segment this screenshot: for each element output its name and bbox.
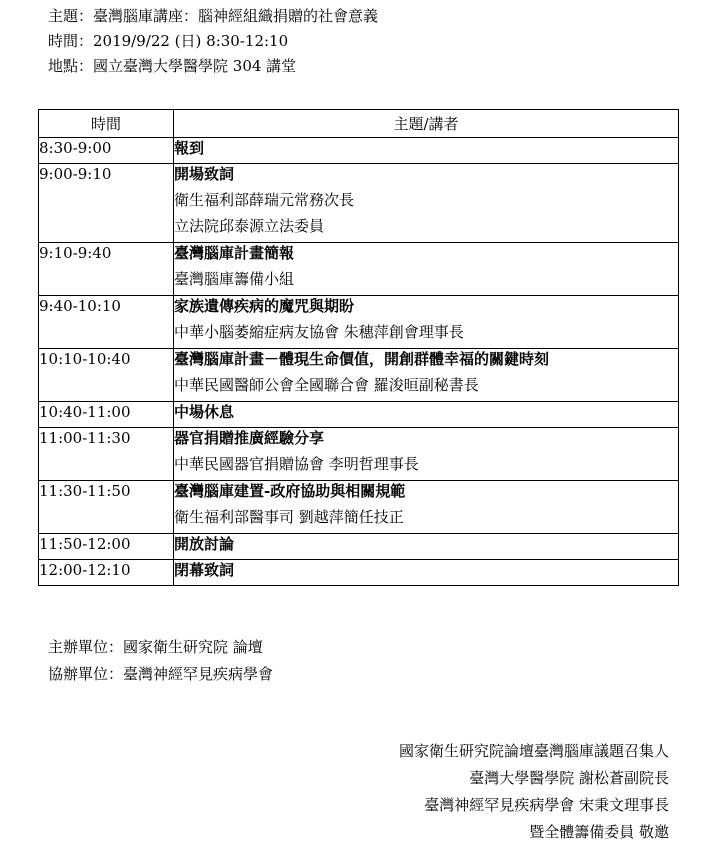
signature-line: 臺灣大學醫學院 謝松蒼副院長	[469, 769, 669, 787]
agenda-body	[39, 138, 679, 586]
organizers	[48, 634, 273, 688]
host-organizer: 主辦單位：國家衛生研究院 論壇	[48, 638, 263, 656]
agenda-row	[39, 296, 679, 349]
agenda-topic	[174, 243, 679, 296]
speaker-name: 臺灣腦庫籌備小組	[174, 270, 295, 288]
agenda-topic	[174, 296, 679, 349]
agenda-header-row	[39, 110, 679, 138]
agenda-time: 8:30-9:00	[39, 138, 174, 164]
event-time: 時間：2019/9/22 (日) 8:30-12:10	[48, 32, 289, 50]
speaker-name: 立法院邱泰源立法委員	[174, 217, 325, 235]
topic-title: 開放討論	[174, 535, 235, 553]
agenda-time: 12:00-12:10	[39, 560, 174, 586]
agenda-topic	[174, 481, 679, 534]
topic-title: 家族遺傳疾病的魔咒與期盼	[174, 297, 355, 315]
agenda-time: 10:10-10:40	[39, 349, 174, 402]
agenda-topic	[174, 560, 679, 586]
topic-title: 臺灣腦庫計畫－體現生命價值，開創群體幸福的關鍵時刻	[174, 350, 550, 368]
agenda-row	[39, 560, 679, 586]
speaker-name: 衛生福利部醫事司 劉越萍簡任技正	[174, 508, 404, 526]
event-topic: 主題：臺灣腦庫講座：腦神經組織捐贈的社會意義	[48, 7, 379, 25]
agenda-topic	[174, 138, 679, 164]
agenda-row	[39, 164, 679, 243]
agenda-time: 10:40-11:00	[39, 402, 174, 428]
agenda-time: 11:00-11:30	[39, 428, 174, 481]
topic-title: 器官捐贈推廣經驗分享	[174, 429, 325, 447]
speaker-name: 中華民國器官捐贈協會 李明哲理事長	[174, 455, 419, 473]
agenda-time: 11:50-12:00	[39, 534, 174, 560]
agenda-row	[39, 138, 679, 164]
invitation-signature	[399, 738, 669, 846]
signature-line: 暨全體籌備委員 敬邀	[529, 823, 669, 841]
agenda-topic	[174, 402, 679, 428]
agenda-row	[39, 428, 679, 481]
column-header-topic: 主題/講者	[174, 110, 679, 138]
agenda-topic	[174, 428, 679, 481]
topic-title: 閉幕致詞	[174, 561, 235, 579]
agenda-topic	[174, 534, 679, 560]
speaker-name: 中華民國醫師公會全國聯合會 羅浚晅副秘書長	[174, 376, 479, 394]
agenda-row	[39, 349, 679, 402]
event-header	[48, 4, 378, 79]
agenda-row	[39, 534, 679, 560]
agenda-time: 9:00-9:10	[39, 164, 174, 243]
column-header-time: 時間	[39, 110, 174, 138]
event-place: 地點：國立臺灣大學醫學院 304 講堂	[48, 57, 297, 75]
agenda-row	[39, 402, 679, 428]
topic-title: 臺灣腦庫計畫簡報	[174, 244, 295, 262]
topic-title: 報到	[174, 139, 205, 157]
agenda-table	[38, 109, 679, 586]
agenda-topic	[174, 164, 679, 243]
speaker-name: 衛生福利部薛瑞元常務次長	[174, 191, 355, 209]
agenda-row	[39, 243, 679, 296]
agenda-topic	[174, 349, 679, 402]
agenda-time: 9:40-10:10	[39, 296, 174, 349]
agenda-time: 11:30-11:50	[39, 481, 174, 534]
signature-line: 國家衛生研究院論壇臺灣腦庫議題召集人	[398, 742, 669, 760]
topic-title: 開場致詞	[174, 165, 235, 183]
topic-title: 臺灣腦庫建置-政府協助與相關規範	[174, 482, 406, 500]
speaker-name: 中華小腦萎縮症病友協會 朱穗萍創會理事長	[174, 323, 464, 341]
agenda-row	[39, 481, 679, 534]
topic-title: 中場休息	[174, 403, 235, 421]
signature-line: 臺灣神經罕見疾病學會 宋秉文理事長	[424, 796, 669, 814]
agenda-time: 9:10-9:40	[39, 243, 174, 296]
co-host-organizer: 協辦單位：臺灣神經罕見疾病學會	[48, 665, 274, 683]
